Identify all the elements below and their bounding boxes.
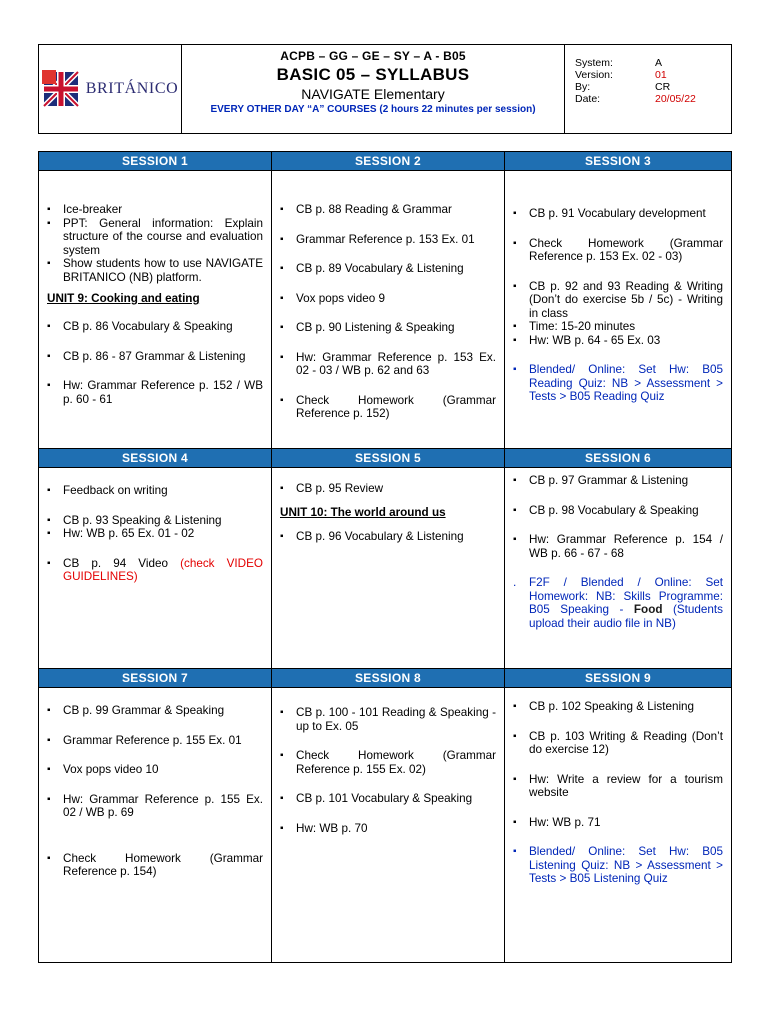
list-item: ▪ Check Homework (Grammar Reference p. 152) [272,394,504,421]
meta-system: System: A [575,57,663,69]
list-item: ▪ Hw: Grammar Reference p. 152 / WB p. 60 - 61 [39,379,271,406]
list-item: ▪ Check Homework (Grammar Reference p. 154) [39,852,271,879]
course-subtitle: NAVIGATE Elementary [301,86,445,102]
document-header [38,44,732,134]
list-item: ▪ Hw: WB p. 71 [505,816,731,830]
list-item: ▪ Time: 15-20 minutes [505,320,731,334]
session-6-body [505,468,731,669]
session-1-body [39,171,272,449]
list-item: ▪ CB p. 96 Vocabulary & Listening [272,530,504,544]
list-item: ▪ CB p. 100 - 101 Reading & Speaking - up to Ex. 05 [272,706,504,733]
list-item: ▪ CB p. 93 Speaking & Listening [39,514,271,528]
session-2-header: SESSION 2 [272,152,505,171]
video-guidelines-note: (check VIDEO GUIDELINES) [63,556,263,583]
list-item: ▪ Blended/ Online: Set Hw: B05 Listening Quiz: NB > Assessment > Tests > B05 Listening Quiz [505,845,731,886]
list-item: ▪ CB p. 97 Grammar & Listening [505,474,731,488]
list-item: ▪ Hw: WB p. 64 - 65 Ex. 03 [505,334,731,348]
meta-by: By: CR [575,81,671,93]
list-item: ▪ Check Homework (Grammar Reference p. 153 Ex. 02 - 03) [505,237,731,264]
list-item: ▪ CB p. 103 Writing & Reading (Don’t do exercise 12) [505,730,731,757]
list-item: ▪ CB p. 86 - 87 Grammar & Listening [39,350,271,364]
session-5-body [272,468,505,669]
list-item: ▪ Ice-breaker [39,203,271,217]
list-item: ▪ CB p. 101 Vocabulary & Speaking [272,792,504,806]
list-item: ▪ CB p. 98 Vocabulary & Speaking [505,504,731,518]
list-item: ▪ Grammar Reference p. 155 Ex. 01 [39,734,271,748]
session-9-header: SESSION 9 [505,669,731,688]
list-item: ▪ Feedback on writing [39,484,271,498]
list-item: ▪ Check Homework (Grammar Reference p. 155 Ex. 02) [272,749,504,776]
list-item: ▪ PPT: General information: Explain structure of the course and evaluation system [39,217,271,258]
list-item: ▪ Hw: Grammar Reference p. 154 / WB p. 66 - 67 - 68 [505,533,731,560]
sessions-grid [38,151,732,963]
unit-heading: UNIT 9: Cooking and eating [47,292,200,305]
britanico-crest-icon [42,70,80,108]
list-item: ▪ CB p. 91 Vocabulary development [505,207,731,221]
session-5-header: SESSION 5 [272,449,505,468]
session-3-body [505,171,731,449]
course-schedule-note: EVERY OTHER DAY “A” COURSES (2 hours 22 minutes per session) [210,104,536,115]
list-item: ▪ CB p. 102 Speaking & Listening [505,700,731,714]
meta-version: Version: 01 [575,69,667,81]
list-item: ▪ CB p. 95 Review [272,482,504,496]
session-6-header: SESSION 6 [505,449,731,468]
brand-name: BRITÁNICO [85,80,179,97]
session-3-header: SESSION 3 [505,152,731,171]
session-8-header: SESSION 8 [272,669,505,688]
list-item: . F2F / Blended / Online: Set Homework: NB: Skills Programme: B05 Speaking - Food (Students upload their audio file in NB) [505,576,731,630]
document-code: ACPB – GG – GE – SY – A - B05 [280,49,466,63]
session-4-body [39,468,272,669]
meta-date: Date: 20/05/22 [575,93,696,105]
list-item: ▪ Hw: Grammar Reference p. 155 Ex. 02 / WB p. 69 [39,793,271,820]
list-item: ▪ Blended/ Online: Set Hw: B05 Reading Quiz: NB > Assessment > Tests > B05 Reading Quiz [505,363,731,404]
list-item: ▪ Hw: Grammar Reference p. 153 Ex. 02 - 03 / WB p. 62 and 63 [272,351,504,378]
list-item: ▪ Vox pops video 10 [39,763,271,777]
list-item: ▪ Vox pops video 9 [272,292,504,306]
session-4-header: SESSION 4 [39,449,272,468]
list-item: ▪ CB p. 99 Grammar & Speaking [39,704,271,718]
list-item: ▪ Grammar Reference p. 153 Ex. 01 [272,233,504,247]
list-item: ▪ CB p. 94 Video (check VIDEO GUIDELINES) [39,557,271,584]
session-7-header: SESSION 7 [39,669,272,688]
unit-heading: UNIT 10: The world around us [280,505,446,519]
list-item: ▪ CB p. 90 Listening & Speaking [272,321,504,335]
session-7-body [39,688,272,962]
list-item: ▪ CB p. 92 and 93 Reading & Writing (Don’t do exercise 5b / 5c) - Writing in class [505,280,731,321]
session-9-body [505,688,731,962]
list-item: ▪ Hw: WB p. 70 [272,822,504,836]
session-8-body [272,688,505,962]
session-1-header: SESSION 1 [39,152,272,171]
title-block [182,45,565,133]
page-title: BASIC 05 – SYLLABUS [276,65,470,84]
list-item: ▪ CB p. 88 Reading & Grammar [272,203,504,217]
logo-area [39,45,182,133]
session-2-body [272,171,505,449]
list-item: ▪ CB p. 86 Vocabulary & Speaking [39,320,271,334]
list-item: ▪ Hw: WB p. 65 Ex. 01 - 02 [39,527,271,541]
list-item: ▪ CB p. 89 Vocabulary & Listening [272,262,504,276]
list-item: ▪ Show students how to use NAVIGATE BRITANICO (NB) platform. [39,257,271,284]
meta-block [565,45,731,133]
list-item: ▪ Hw: Write a review for a tourism website [505,773,731,800]
